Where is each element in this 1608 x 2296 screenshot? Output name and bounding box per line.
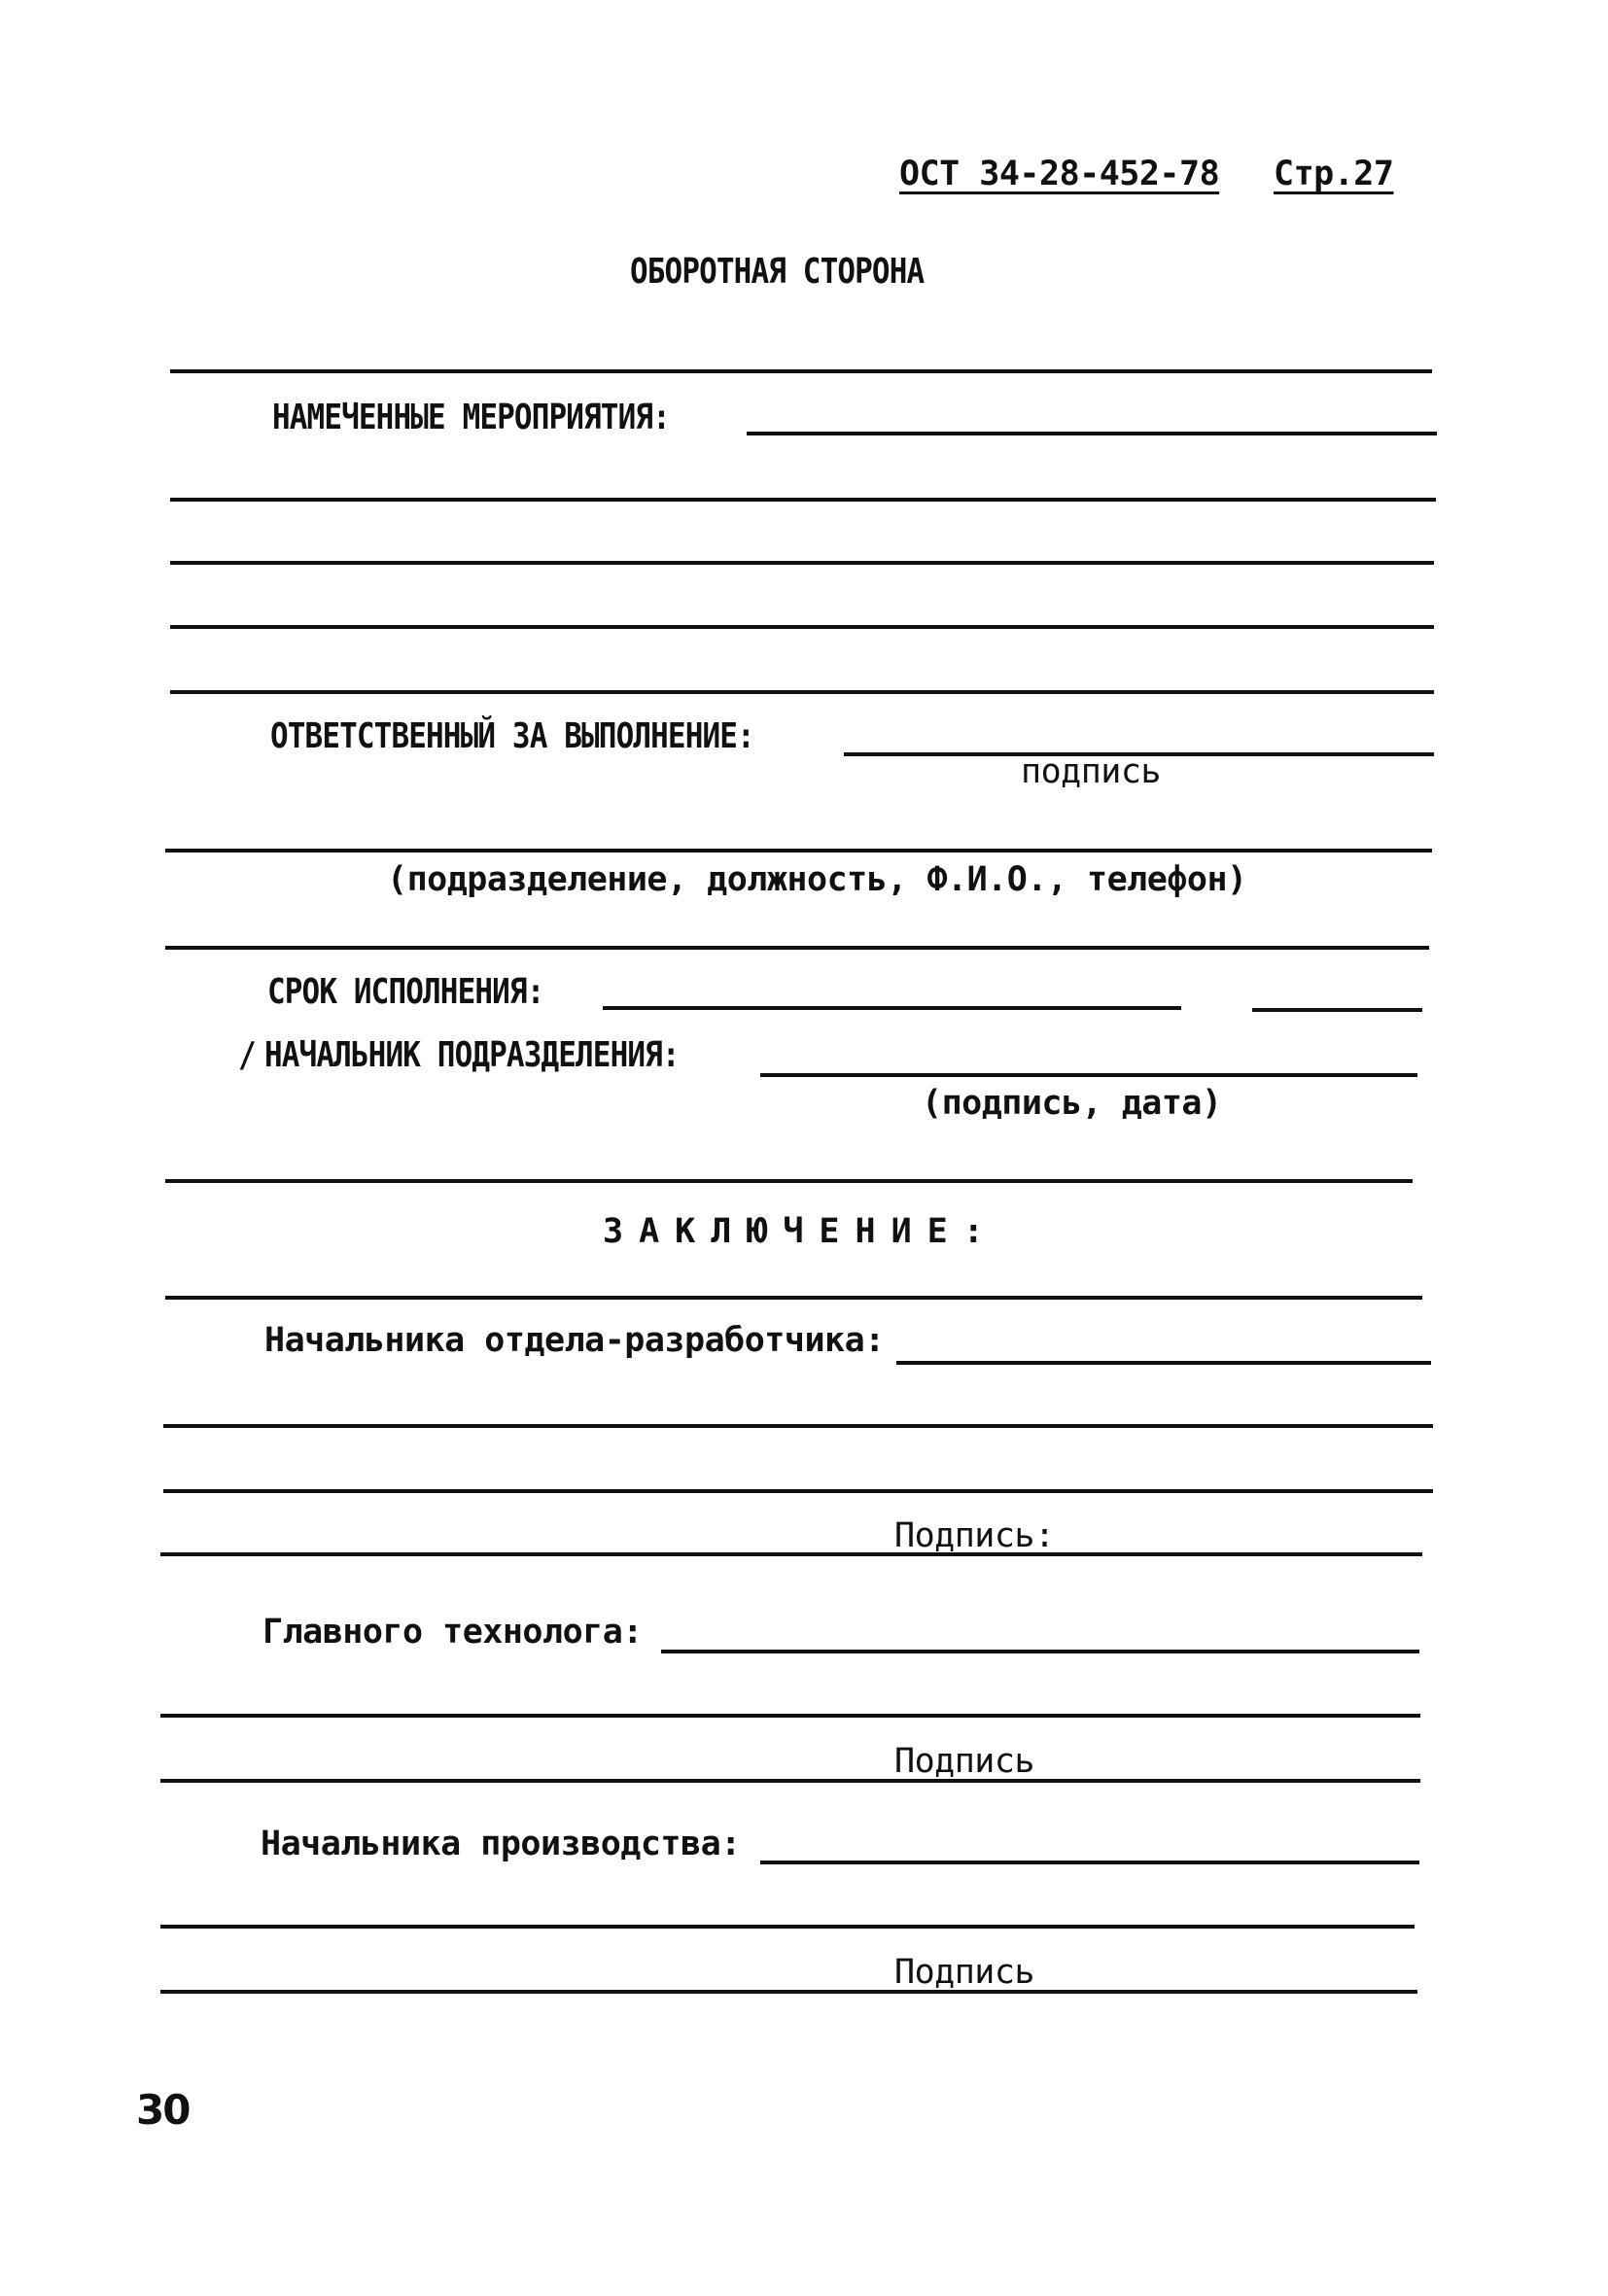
prod-head-line[interactable] bbox=[160, 1925, 1415, 1929]
planned-measures-line[interactable] bbox=[170, 561, 1434, 565]
responsible-details-field[interactable] bbox=[165, 849, 1432, 852]
planned-measures-field[interactable] bbox=[747, 432, 1437, 435]
dept-head-caption: (подпись, дата) bbox=[922, 1084, 1222, 1123]
dev-head-field[interactable] bbox=[896, 1361, 1431, 1365]
page-label: Стр.27 bbox=[1274, 155, 1394, 193]
deadline-field[interactable] bbox=[603, 1006, 1181, 1010]
prod-head-signature-field[interactable] bbox=[160, 1990, 1417, 1994]
dept-head-signature-field[interactable] bbox=[760, 1073, 1417, 1077]
responsible-details-caption: (подразделение, должность, Ф.И.О., телефон) bbox=[387, 860, 1247, 899]
planned-measures-label: НАМЕЧЕННЫЕ МЕРОПРИЯТИЯ: bbox=[272, 398, 670, 437]
prod-head-signature-label: Подпись bbox=[894, 1953, 1035, 1992]
chief-tech-line[interactable] bbox=[160, 1714, 1420, 1718]
chief-tech-signature-label: Подпись bbox=[894, 1742, 1035, 1781]
deadline-field-extra[interactable] bbox=[1252, 1008, 1422, 1012]
planned-measures-line[interactable] bbox=[170, 625, 1434, 629]
chief-tech-signature-field[interactable] bbox=[160, 1779, 1420, 1783]
planned-measures-line[interactable] bbox=[170, 690, 1434, 694]
rule bbox=[165, 1179, 1413, 1183]
responsible-signature-caption: подпись bbox=[1021, 752, 1162, 791]
doc-number: ОСТ 34-28-452-78 bbox=[899, 155, 1220, 193]
dev-head-signature-label: Подпись: bbox=[894, 1516, 1055, 1555]
rule bbox=[170, 369, 1432, 373]
conclusion-heading: ЗАКЛЮЧЕНИЕ: bbox=[603, 1212, 999, 1251]
dev-head-line[interactable] bbox=[163, 1424, 1433, 1428]
prod-head-field[interactable] bbox=[760, 1861, 1419, 1864]
rule bbox=[165, 1296, 1422, 1300]
dept-head-mark: / bbox=[238, 1035, 256, 1075]
chief-tech-field[interactable] bbox=[661, 1650, 1419, 1653]
dev-head-signature-field[interactable] bbox=[160, 1552, 1422, 1556]
page-title: ОБОРОТНАЯ СТОРОНА bbox=[630, 252, 925, 292]
page-number: 30 bbox=[136, 2086, 190, 2134]
dept-head-label: НАЧАЛЬНИК ПОДРАЗДЕЛЕНИЯ: bbox=[264, 1035, 680, 1075]
planned-measures-line[interactable] bbox=[170, 498, 1436, 502]
dev-head-label: Начальника отдела-разработчика: bbox=[264, 1321, 885, 1360]
responsible-label: ОТВЕТСТВЕННЫЙ ЗА ВЫПОЛНЕНИЕ: bbox=[270, 716, 754, 756]
dev-head-line[interactable] bbox=[163, 1489, 1433, 1493]
prod-head-label: Начальника производства: bbox=[261, 1825, 741, 1863]
chief-tech-label: Главного технолога: bbox=[262, 1613, 643, 1652]
responsible-details-line[interactable] bbox=[165, 946, 1429, 950]
deadline-label: СРОК ИСПОЛНЕНИЯ: bbox=[267, 972, 544, 1012]
